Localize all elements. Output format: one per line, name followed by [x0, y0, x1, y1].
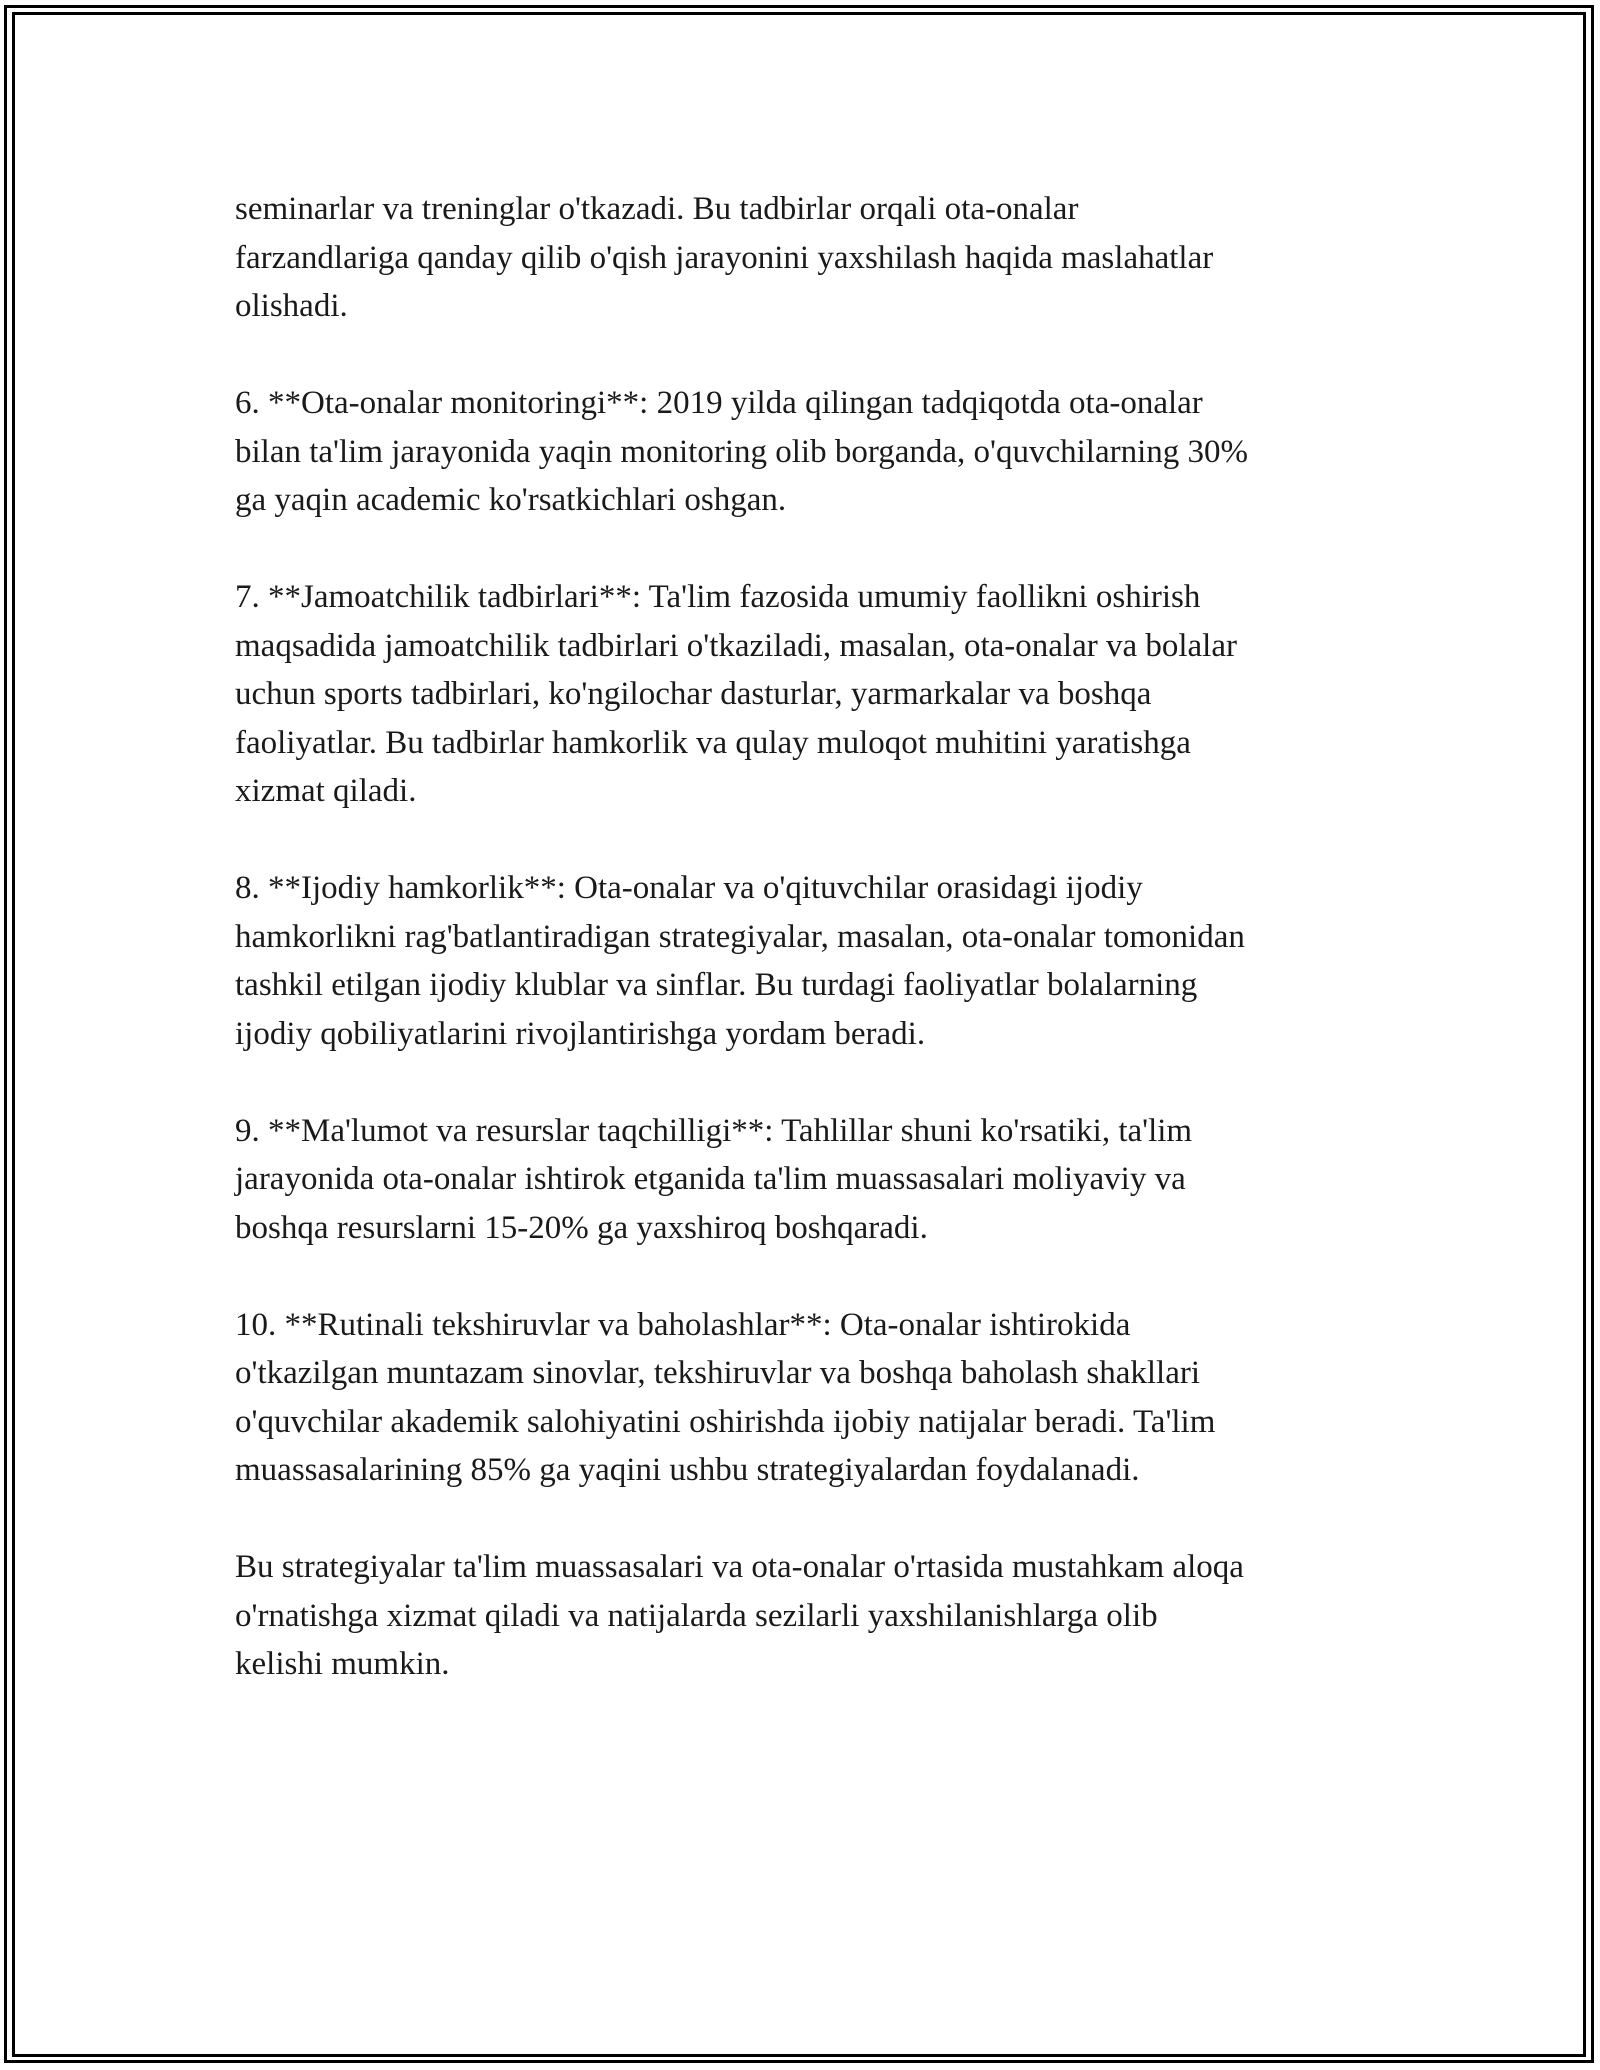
document-body: [235, 185, 1375, 1689]
paragraph-item-6: 6. **Ota-onalar monitoringi**: 2019 yilda qilingan tadqiqotda ota-onalar bilan ta'lim jarayonida yaqin monitoring olib borganda, o'quvchilarning 30% ga yaqin academic ko'rsatkichlari oshgan.: [235, 385, 1248, 518]
paragraph-conclusion: Bu strategiyalar ta'lim muassasalari va ota-onalar o'rtasida mustahkam aloqa o'rnatishga xizmat qiladi va natijalarda sezilarli yaxshilanishlarga olib kelishi mumkin.: [235, 1549, 1244, 1682]
paragraph-item-8: 8. **Ijodiy hamkorlik**: Ota-onalar va o'qituvchilar orasidagi ijodiy hamkorlikni rag'batlantiradigan strategiyalar, masalan, ota-onalar tomonidan tashkil etilgan ijodiy klublar va sinflar. Bu turdagi faoliyatlar bolalarning ijodiy qobiliyatlarini rivojlantirishga yordam beradi.: [235, 870, 1245, 1052]
paragraph-item-10: 10. **Rutinali tekshiruvlar va baholashlar**: Ota-onalar ishtirokida o'tkazilgan muntazam sinovlar, tekshiruvlar va boshqa baholash shakllari o'quvchilar akademik salohiyatini oshirishda ijobiy natijalar beradi. Ta'lim muassasalarining 85% ga yaqini ushbu strategiyalardan foydalanadi.: [235, 1306, 1216, 1488]
paragraph-item-9: 9. **Ma'lumot va resurslar taqchilligi**: Tahlillar shuni ko'rsatiki, ta'lim jarayonida ota-onalar ishtirok etganida ta'lim muassasalari moliyaviy va boshqa resurslarni 15-20% ga yaxshiroq boshqaradi.: [235, 1112, 1193, 1246]
paragraph-item-7: 7. **Jamoatchilik tadbirlari**: Ta'lim fazosida umumiy faollikni oshirish maqsadida jamoatchilik tadbirlari o'tkaziladi, masalan, ota-onalar va bolalar uchun sports tadbirlari, ko'ngilochar dasturlar, yarmarkalar va boshqa faoliyatlar. Bu tadbirlar hamkorlik va qulay muloqot muhitini yaratishga xizmat qiladi.: [235, 579, 1237, 809]
paragraph-seminars: seminarlar va treninglar o'tkazadi. Bu tadbirlar orqali ota-onalar farzandlariga qanday qilib o'qish jarayonini yaxshilash haqida maslahatlar olishadi.: [235, 191, 1214, 324]
